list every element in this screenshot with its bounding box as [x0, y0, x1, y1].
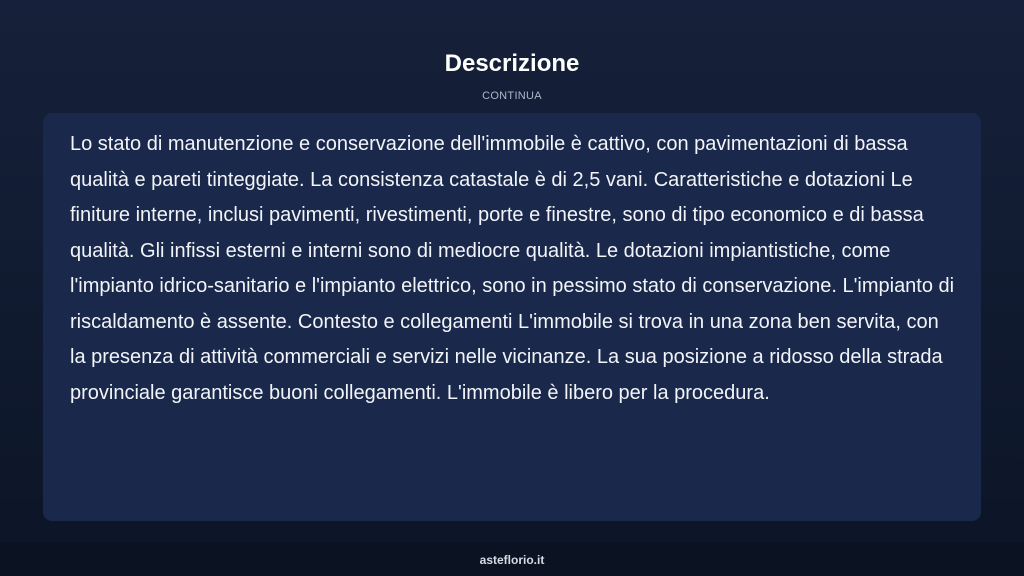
description-text: Lo stato di manutenzione e conservazione dell'immobile è cattivo, con pavimentazioni di bassa qualità e pareti tinteggiate. La consistenza catastale è di 2,5 vani. Caratteristiche e dotazioni Le finiture interne, inclusi pavimenti, rivestimenti, porte e finestre, sono di tipo economico e di bassa qualità. Gli infissi esterni e interni sono di mediocre qualità. Le dotazioni impiantistiche, come l'impianto idrico-sanitario e l'impianto elettrico, sono in pessimo stato di conservazione. L'impianto di riscaldamento è assente. Contesto e collegamenti L'immobile si trova in una zona ben servita, con la presenza di attività commerciali e servizi nelle vicinanze. La sua posizione a ridosso della strada provinciale garantisce buoni collegamenti. L'immobile è libero per la procedura.: [70, 133, 955, 404]
footer: [0, 543, 1024, 576]
page-subtitle: CONTINUA: [482, 90, 542, 102]
page-title: Descrizione: [444, 50, 580, 77]
description-card: [43, 113, 981, 521]
footer-site-name: asteflorio.it: [479, 553, 545, 567]
